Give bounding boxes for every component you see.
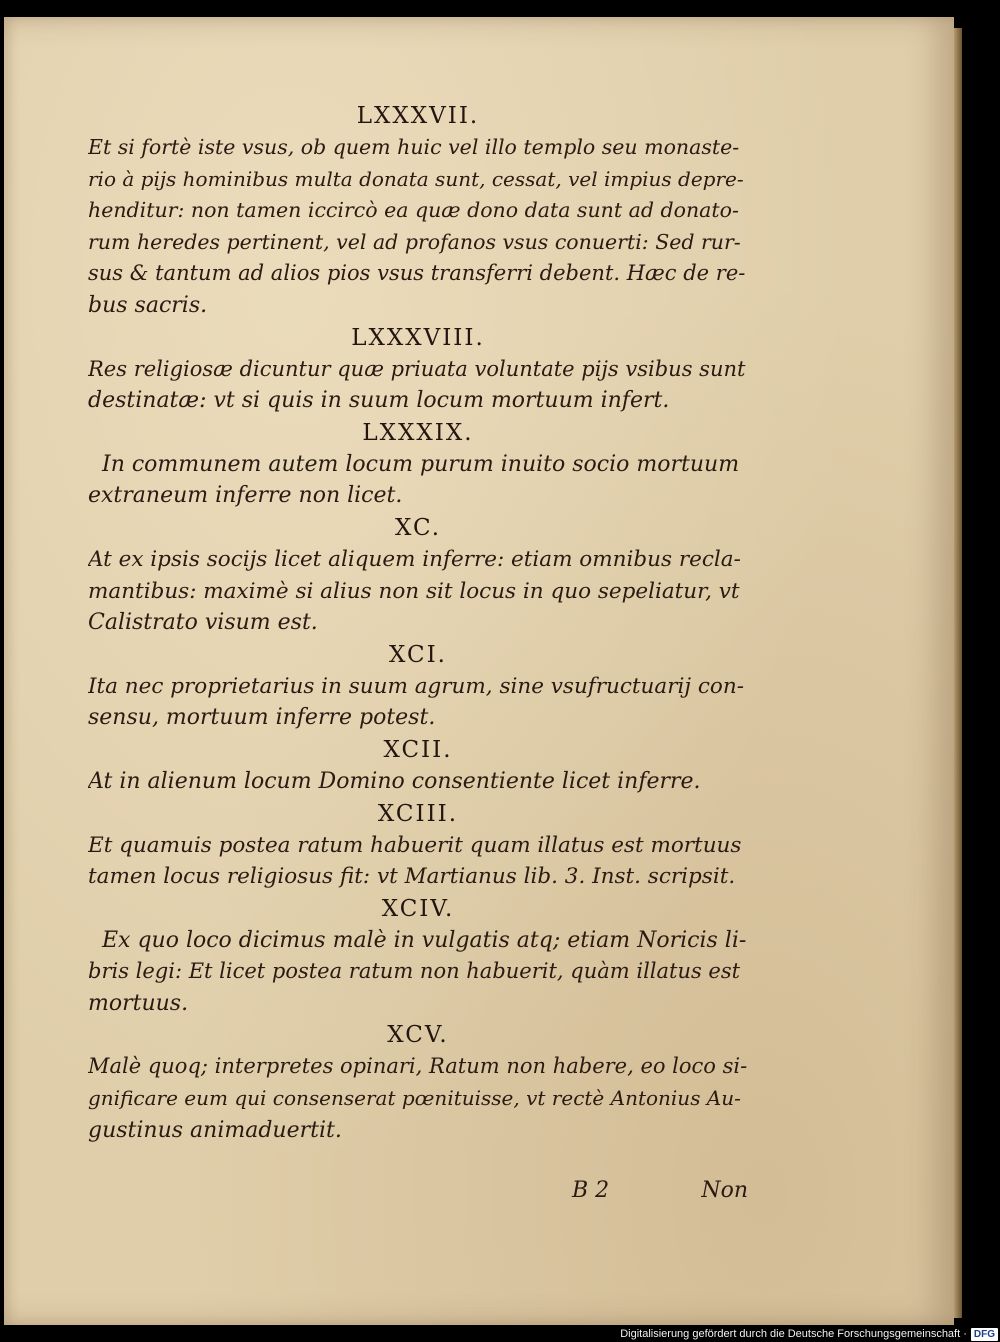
text-line: In communem autem locum purum inuito socio mortuum [102,451,740,477]
signature-mark: B 2 [572,1178,610,1203]
section-heading: XCII. [383,736,453,763]
section-heading: LXXXVII. [356,103,480,129]
section-paragraph [88,925,748,1020]
text-line: rio à pijs hominibus multa donata sunt, cessat, vel impius depre- [88,166,744,191]
section-paragraph [88,1051,748,1146]
text-line: destinatæ: vt si quis in suum locum mortuum infert. [88,388,670,414]
text-line: gustinus animaduertit. [88,1117,342,1143]
text-line: mantibus: maximè si alius non sit locus in quo sepeliatur, vt [88,578,740,604]
text-line: Et si fortè iste vsus, ob quem huic vel illo templo seu monaste- [88,135,740,159]
section-heading: LXXXVIII. [351,324,485,351]
text-line: Calistrato visum est. [88,610,318,636]
text-line: Ita nec proprietarius in suum agrum, sine vsufructuarij con- [88,673,744,699]
text-line: sus & tantum ad alios pios vsus transferri debent. Hæc de re- [88,261,746,286]
text-line: Et quamuis postea ratum habuerit quam illatus est mortuus [88,832,742,858]
funding-credit [620,1326,1000,1342]
page-edge [954,28,962,1318]
page-text [88,100,748,1146]
section-paragraph [88,671,748,734]
text-line: henditur: non tamen iccircò ea quæ dono data sunt ad donato- [88,198,739,223]
section-heading: XCIV. [381,895,455,922]
section-paragraph [88,544,748,639]
text-line: extraneum inferre non licet. [88,483,403,509]
text-line: At in alienum locum Domino consentiente licet inferre. [88,768,701,794]
text-line: Res religiosæ dicuntur quæ priuata voluntate pijs vsibus sunt [88,356,746,381]
section-heading: XCI. [389,641,447,668]
text-line: At ex ipsis socijs licet aliquem inferre: etiam omnibus recla- [88,546,741,572]
section-heading: XCIII. [377,800,459,827]
catchword: Non [701,1178,748,1203]
page-footer [88,1178,748,1214]
text-line: bris legi: Et licet postea ratum non habuerit, quàm illatus est [88,959,741,984]
section-paragraph [88,354,748,417]
section-paragraph [88,449,748,512]
text-line: Malè quoq; interpretes opinari, Ratum non habere, eo loco si- [88,1054,748,1079]
section-paragraph [88,766,748,798]
text-line: mortuus. [88,990,189,1016]
text-line: sensu, mortuum inferre potest. [88,705,436,731]
text-line: rum heredes pertinent, vel ad profanos vsus conuerti: Sed rur- [88,229,741,254]
text-line: gnificare eum qui consenserat pœnituisse, vt rectè Antonius Au- [88,1086,741,1111]
funding-credit-text: Digitalisierung gefördert durch die Deutsche Forschungsgemeinschaft · [620,1328,967,1340]
text-line: tamen locus religiosus fit: vt Martianus lib. 3. Inst. scripsit. [88,864,736,890]
section-heading: XCV. [387,1022,449,1049]
section-paragraph [88,132,748,322]
section-paragraph [88,830,748,893]
section-heading: LXXXIX. [362,419,474,446]
text-line: bus sacris. [88,292,208,318]
section-heading: XC. [394,514,442,541]
text-line: Ex quo loco dicimus malè in vulgatis atq; etiam Noricis li- [102,927,747,953]
dfg-logo-icon: DFG [971,1328,998,1341]
